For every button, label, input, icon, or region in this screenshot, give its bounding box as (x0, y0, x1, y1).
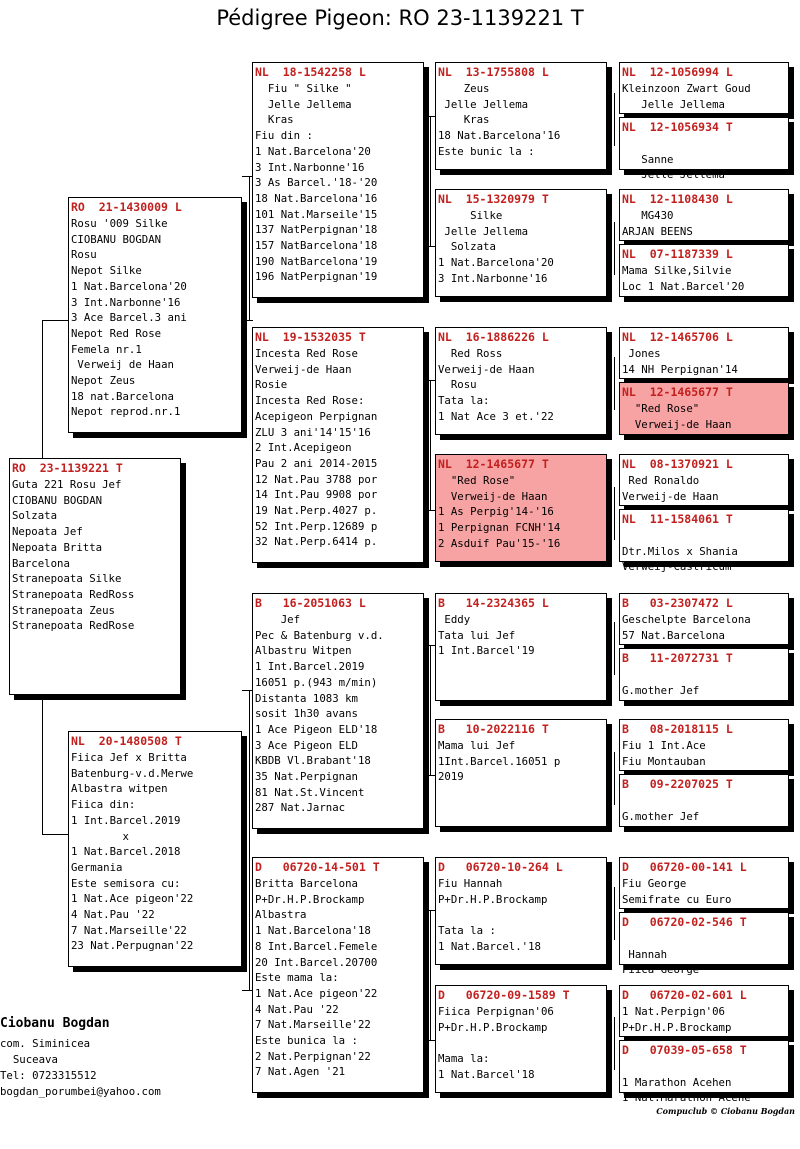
connector (249, 690, 250, 990)
pigeon-card-sire[interactable] (68, 197, 242, 433)
pigeon-details: Kleinzoon Zwart Goud Jelle Jellema (622, 82, 751, 111)
pigeon-card-dd-dam[interactable] (435, 985, 607, 1093)
connector (614, 752, 615, 805)
pigeon-details: Fiica Jef x Britta Batenburg-v.d.Merwe Albastra witpen Fiica din: 1 Int.Barcel.2019 x 1 Nat.Barcel.2018 Germania Este semisora cu: 1 Nat.Ace pigeon'22 4 Nat.Pau '22 7 Nat.Marseille'22 23 Nat.Perpugnan'22 (71, 751, 194, 953)
pigeon-details: Britta Barcelona P+Dr.H.P.Brockamp Albastra 1 Nat.Barcelona'18 8 Int.Barcel.Femele 20 Int.Barcel.20700 Este mama la: 1 Nat.Ace pigeon'22 4 Nat.Pau '22 7 Nat.Marseille'22 Este bunica la : 2 Nat.Perpignan'22 7 Nat.Agen '21 (255, 877, 378, 1079)
pigeon-card-gen4-5[interactable] (619, 327, 789, 379)
pigeon-card-gen4-11[interactable] (619, 719, 789, 771)
pigeon-card-gen4-10[interactable] (619, 648, 789, 701)
connector (249, 176, 250, 320)
ring-number: NL 08-1370921 L (622, 457, 733, 471)
ring-number: NL 11-1584061 T (622, 512, 733, 526)
pigeon-details: 1 Nat.Perpign'06 P+Dr.H.P.Brockamp (622, 1005, 732, 1034)
pigeon-details: Zeus Jelle Jellema Kras 18 Nat.Barcelona'16 Este bunic la : (438, 82, 561, 158)
pigeon-card-gen4-14[interactable] (619, 912, 789, 977)
pigeon-card-ss-sire[interactable] (435, 62, 607, 170)
connector (430, 645, 431, 775)
ring-number: NL 20-1480508 T (71, 734, 182, 748)
ring-number: NL 13-1755808 L (438, 65, 549, 79)
pigeon-details: "Red Rose" Verweij-de Haan 1 As Perpig'14-'16 1 Perpignan FCNH'14 2 Asduif Pau'15-'16 (438, 474, 561, 550)
ring-number: D 06720-02-546 T (622, 915, 747, 929)
pigeon-card-sire-sire[interactable] (252, 62, 424, 298)
pigeon-details: Guta 221 Rosu Jef CIOBANU BOGDAN Solzata Nepoata Jef Nepoata Britta Barcelona Stranepoata Silke Stranepoata RedRoss Stranepoata Zeus Stranepoata RedRose (12, 478, 135, 633)
ring-number: NL 12-1056994 L (622, 65, 733, 79)
connector (614, 222, 615, 275)
ring-number: NL 19-1532035 T (255, 330, 366, 344)
pigeon-card-sire-dam[interactable] (252, 327, 424, 563)
ring-number: B 16-2051063 L (255, 596, 366, 610)
pigeon-card-sd-sire[interactable] (435, 327, 607, 435)
pigeon-details: Geschelpte Barcelona 57 Nat.Barcelona (622, 613, 751, 642)
pigeon-card-gen4-9[interactable] (619, 593, 789, 645)
pigeon-card-gen4-2[interactable] (619, 117, 789, 182)
pigeon-details: G.mother Jef (622, 683, 700, 697)
pigeon-details: Eddy Tata lui Jef 1 Int.Barcel'19 (438, 613, 535, 658)
pigeon-details: Incesta Red Rose Verweij-de Haan Rosie Incesta Red Rose: Acepigeon Perpignan ZLU 3 ani'14'15'16 2 Int.Acepigeon Pau 2 ani 2014-2015 12 Nat.Pau 3788 por 14 Int.Pau 9908 por 19 Nat.Perp.4027 p. 52 Int.Perp.12689 p 32 Nat.Perp.6414 p. (255, 347, 378, 549)
connector (430, 910, 431, 1040)
pigeon-card-gen4-16[interactable] (619, 1040, 789, 1105)
pigeon-details: Fiu " Silke " Jelle Jellema Kras Fiu din : 1 Nat.Barcelona'20 3 Int.Narbonne'16 3 As Barcel.'18-'20 18 Nat.Barcelona'16 101 Nat.Marseile'15 137 NatPerpignan'18 157 NatBarcelona'18 190 NatBarcelona'19 196 NatPerpignan'19 (255, 82, 378, 284)
ring-number: D 06720-02-601 L (622, 988, 747, 1002)
pigeon-card-dam-dam[interactable] (252, 857, 424, 1093)
connector (614, 93, 615, 146)
pigeon-details: Mama Silke,Silvie Loc 1 Nat.Barcel'20 (622, 264, 745, 293)
pigeon-details: Red Ross Verweij-de Haan Rosu Tata la: 1 Nat Ace 3 et.'22 (438, 347, 554, 423)
ring-number: B 10-2022116 T (438, 722, 549, 736)
pigeon-card-subject[interactable] (9, 458, 181, 695)
pigeon-card-dam-sire[interactable] (252, 593, 424, 829)
pigeon-card-gen4-4[interactable] (619, 244, 789, 297)
ring-number: NL 16-1886226 L (438, 330, 549, 344)
ring-number: D 06720-09-1589 T (438, 988, 570, 1002)
pigeon-details: Sanne Jelle Jellema (641, 152, 725, 182)
pigeon-card-gen4-6[interactable] (619, 382, 789, 435)
pigeon-details: 1 Marathon Acehen 1 Nat.Marathon Acehe (622, 1075, 751, 1105)
ring-number: D 06720-00-141 L (622, 860, 747, 874)
ring-number: NL 12-1108430 L (622, 192, 733, 206)
copyright-footer: Compuclub © Ciobanu Bogdan (656, 1106, 795, 1116)
pigeon-details: Hannah Fiica George (622, 947, 700, 977)
pigeon-details: Fiu George Semifrate cu Euro (622, 877, 732, 906)
pigeon-card-gen4-15[interactable] (619, 985, 789, 1037)
ring-number: RO 23-1139221 T (12, 461, 123, 475)
owner-name: Ciobanu Bogdan (0, 1016, 110, 1031)
ring-number: NL 12-1465706 L (622, 330, 733, 344)
ring-number: NL 12-1056934 T (622, 120, 733, 134)
connector (242, 320, 253, 321)
pigeon-card-ss-dam[interactable] (435, 189, 607, 297)
connector (614, 1017, 615, 1070)
connector (430, 380, 431, 510)
pigeon-details: Jef Pec & Batenburg v.d. Albastru Witpen 1 Int.Barcel.2019 16051 p.(943 m/min) Distanta 1083 km sosit 1h30 avans 1 Ace Pigeon ELD'18 3 Ace Pigeon ELD KBDB Vl.Brabant'18 35 Nat.Perpignan 81 Nat.St.Vincent 287 Nat.Jarnac (255, 613, 384, 815)
pigeon-card-ds-dam[interactable] (435, 719, 607, 827)
ring-number: B 14-2324365 L (438, 596, 549, 610)
page-title: Pédigree Pigeon: RO 23-1139221 T (216, 6, 584, 30)
owner-block (0, 1016, 161, 1100)
ring-number: B 08-2018115 L (622, 722, 733, 736)
pigeon-card-dd-sire[interactable] (435, 857, 607, 965)
pigeon-details: G.mother Jef (622, 809, 700, 823)
pigeon-card-gen4-7[interactable] (619, 454, 789, 506)
ring-number: NL 07-1187339 L (622, 247, 733, 261)
pigeon-details: "Red Rose" Verweij-de Haan (634, 402, 732, 431)
ring-number: RO 21-1430009 L (71, 200, 182, 214)
connector (42, 834, 69, 835)
pigeon-details: Fiica Perpignan'06 P+Dr.H.P.Brockamp Mama la: 1 Nat.Barcel'18 (438, 1005, 554, 1081)
ring-number: B 03-2307472 L (622, 596, 733, 610)
pigeon-details: Fiu 1 Int.Ace Fiu Montauban (622, 739, 706, 768)
connector (42, 320, 43, 463)
connector (42, 320, 69, 321)
pigeon-card-gen4-13[interactable] (619, 857, 789, 909)
connector (614, 487, 615, 540)
ring-number: NL 15-1320979 T (438, 192, 549, 206)
pigeon-card-sd-dam[interactable] (435, 454, 607, 562)
ring-number: NL 12-1465677 T (622, 385, 733, 399)
pigeon-details: Rosu '009 Silke CIOBANU BOGDAN Rosu Nepot Silke 1 Nat.Barcelona'20 3 Int.Narbonne'16 3 Ace Barcel.3 ani Nepot Red Rose Femela nr.1 Verweij de Haan Nepot Zeus 18 nat.Barcelona Nepot reprod.nr.1 (71, 217, 187, 419)
ring-number: D 07039-05-658 T (622, 1043, 747, 1057)
owner-contact: com. Siminicea Suceava Tel: 0723315512 bogdan_porumbei@yahoo.com (0, 1037, 161, 1098)
ring-number: B 11-2072731 T (622, 651, 733, 665)
pigeon-card-ds-sire[interactable] (435, 593, 607, 701)
pigeon-details: Jones 14 NH Perpignan'14 (622, 347, 738, 376)
pigeon-card-gen4-8[interactable] (619, 509, 789, 574)
connector (42, 694, 43, 834)
ring-number: D 06720-10-264 L (438, 860, 563, 874)
connector (614, 622, 615, 675)
pigeon-details: Mama lui Jef 1Int.Barcel.16051 p 2019 (438, 739, 561, 784)
pigeon-card-gen4-1[interactable] (619, 62, 789, 114)
pigeon-details: Red Ronaldo Verweij-de Haan (622, 474, 719, 503)
pigeon-details: Dtr.Milos x Shania Verweij-Castricum (622, 544, 738, 574)
pigeon-card-dam[interactable] (68, 731, 242, 967)
pigeon-card-gen4-3[interactable] (619, 189, 789, 241)
pigeon-details: Silke Jelle Jellema Solzata 1 Nat.Barcelona'20 3 Int.Narbonne'16 (438, 209, 554, 285)
connector (614, 887, 615, 940)
ring-number: NL 12-1465677 T (438, 457, 549, 471)
pigeon-card-gen4-12[interactable] (619, 774, 789, 827)
connector (430, 116, 431, 246)
ring-number: B 09-2207025 T (622, 777, 733, 791)
ring-number: NL 18-1542258 L (255, 65, 366, 79)
pigeon-details: MG430 ARJAN BEENS (622, 209, 693, 238)
pigeon-details: Fiu Hannah P+Dr.H.P.Brockamp Tata la : 1 Nat.Barcel.'18 (438, 877, 548, 953)
ring-number: D 06720-14-501 T (255, 860, 380, 874)
connector (614, 357, 615, 410)
